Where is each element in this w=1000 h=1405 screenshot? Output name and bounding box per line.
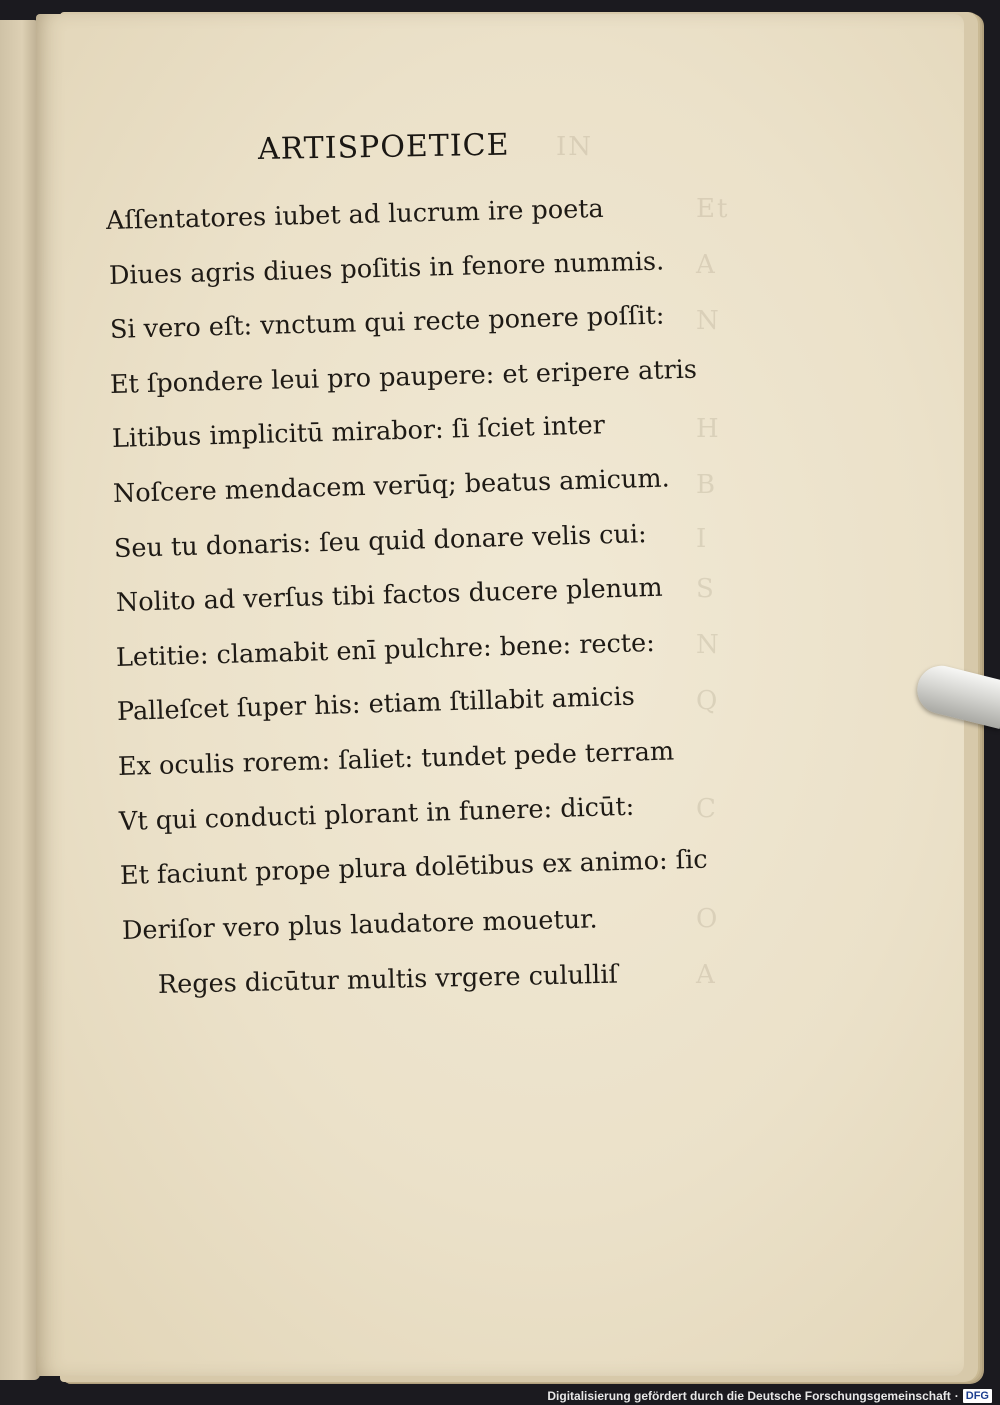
verse-line: Vt qui conducti plorant in funere: dicūt: — [118, 791, 635, 837]
show-through-mark: A — [696, 250, 717, 280]
show-through-mark: N — [696, 630, 721, 660]
show-through-mark: I — [696, 524, 709, 554]
show-through-mark: H — [696, 414, 721, 444]
show-through-mark: IN — [556, 132, 594, 162]
show-through-mark: B — [696, 470, 718, 500]
show-through-mark: C — [696, 794, 718, 824]
verse-line: Palleſcet ſuper his: etiam ſtillabit amicis — [116, 681, 636, 728]
verse-line: Et ſpondere leui pro paupere: et eripere atris — [109, 354, 698, 400]
verse-line: Diues agris diues poſitis in fenore nummis. — [108, 246, 665, 291]
show-through-mark: S — [696, 574, 716, 604]
show-through-mark: O — [696, 904, 720, 934]
verse-text — [106, 194, 746, 1013]
verse-line: Ex oculis rorem: ſaliet: tundet pede terram — [117, 736, 675, 782]
verse-line: Noſcere mendacem verūq; beatus amicum. — [112, 463, 671, 509]
verse-line: Et faciunt prope plura dolētibus ex animo: ſic — [119, 844, 708, 892]
verse-line: Si vero eſt: vnctum qui recte ponere poſſit: — [109, 300, 665, 346]
page-content — [36, 14, 964, 1376]
credit-text: Digitalisierung gefördert durch die Deutsche Forschungsgemeinschaft — [547, 1388, 951, 1403]
show-through-mark: A — [696, 960, 717, 990]
show-through-mark: Et — [696, 194, 730, 224]
book-page — [36, 14, 964, 1376]
dfg-logo-icon: DFG — [963, 1389, 992, 1403]
verse-line: Seu tu donaris: ſeu quid donare velis cui: — [113, 518, 648, 564]
credit-separator: · — [954, 1388, 959, 1403]
verse-line: Aſſentatores iubet ad lucrum ire poeta — [105, 193, 605, 236]
show-through-mark: N — [696, 306, 721, 336]
show-through-mark: Q — [696, 686, 720, 716]
verse-line: Nolito ad verſus tibi factos ducere plenum — [115, 572, 664, 619]
verse-line: Deriſor vero plus laudatore mouetur. — [121, 904, 598, 946]
left-page-edge — [0, 20, 40, 1380]
digitization-credit — [547, 1386, 992, 1405]
verse-line: Letitie: clamabit enī pulchre: bene: recte: — [115, 627, 656, 673]
verse-line: Litibus implicitū mirabor: ſi ſciet inter — [111, 410, 606, 455]
page-heading: ARTISPOETICE — [257, 127, 510, 167]
verse-line: Reges dicūtur multis vrgere cululliſ — [157, 959, 619, 1001]
